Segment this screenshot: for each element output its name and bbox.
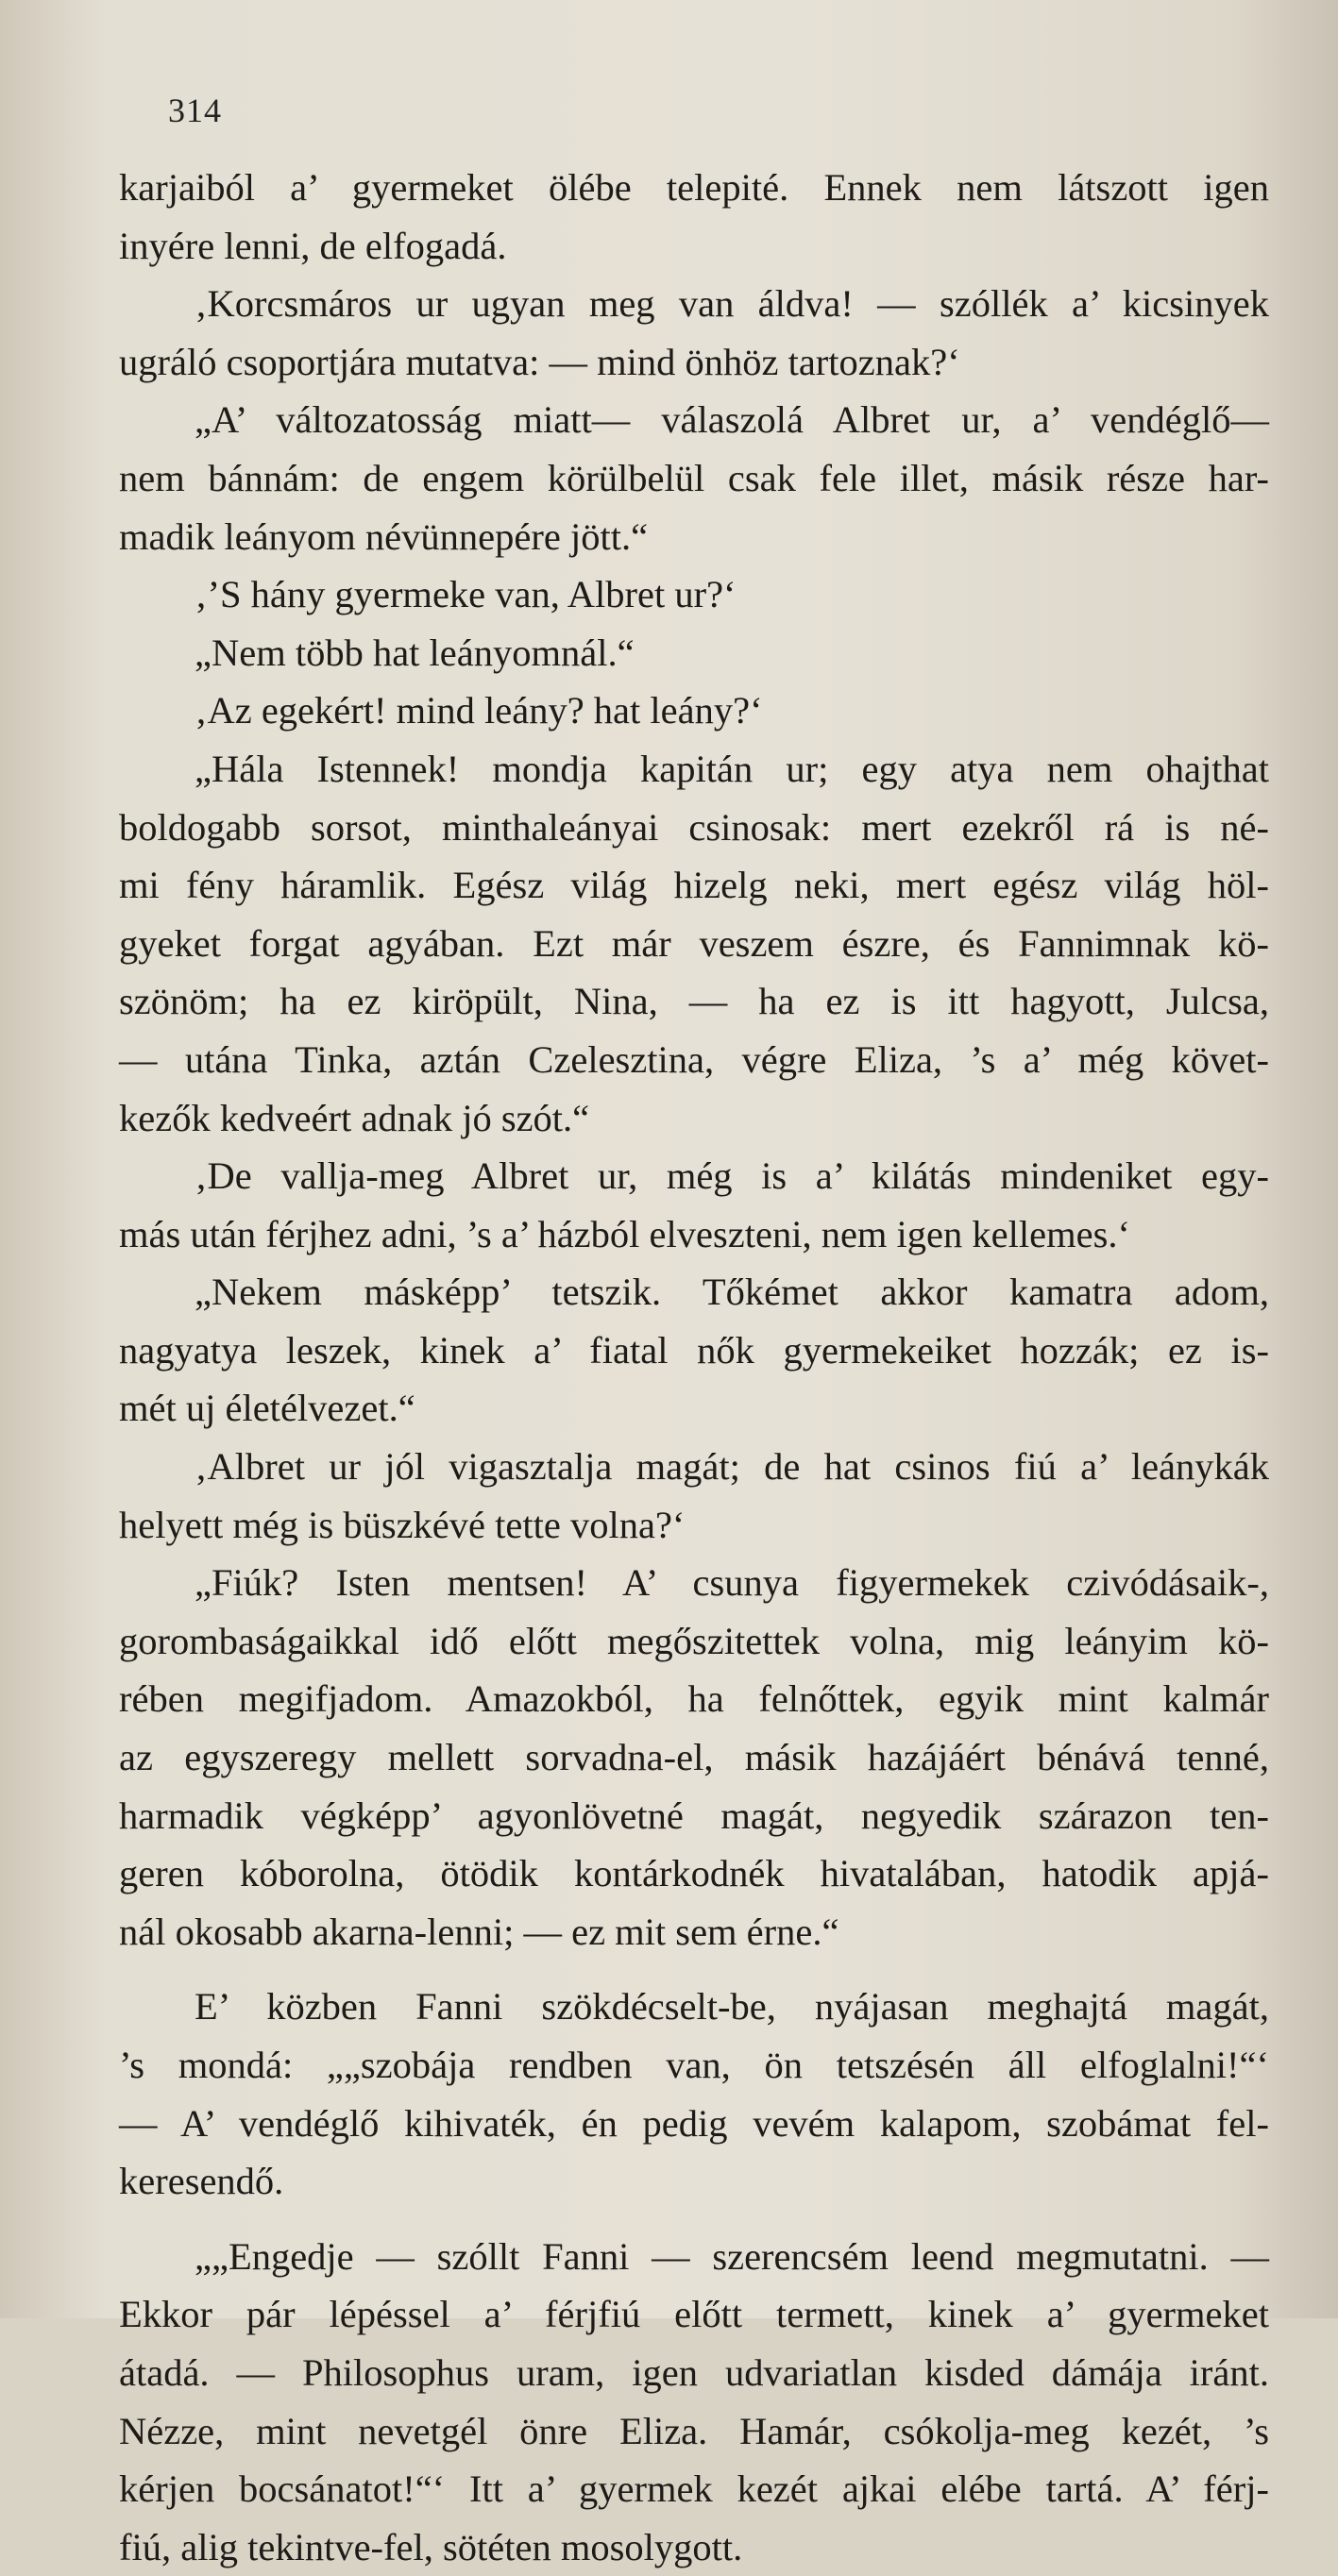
text-line: geren kóborolna, ötödik kontárkodnék hivatalában, hatodik apjá- xyxy=(119,1852,1269,1895)
text-line: kérjen bocsánatot!“‘ Itt a’ gyermek kezét ajkai elébe tartá. A’ férj- xyxy=(119,2467,1269,2511)
text-line: „A’ változatosság miatt— válaszolá Albret ur, a’ vendéglő— xyxy=(195,398,1269,442)
page-number: 314 xyxy=(168,92,222,129)
text-line: nál okosabb akarna-lenni; — ez mit sem érne.“ xyxy=(119,1910,839,1953)
text-line: más után férjhez adni, ’s a’ házból elveszteni, nem igen kellemes.‘ xyxy=(119,1212,1130,1255)
text-line: rében megifjadom. Amazokból, ha felnőttek, egyik mint kalmár xyxy=(119,1677,1269,1721)
text-line: mét uj életélvezet.“ xyxy=(119,1387,415,1430)
text-line: ‚’S hány gyermeke van, Albret ur?‘ xyxy=(195,573,737,616)
text-line: inyére lenni, de elfogadá. xyxy=(119,224,507,267)
text-line: az egyszeregy mellett sorvadna-el, másik hazájáért bénává tenné, xyxy=(119,1736,1269,1779)
text-line: szönöm; ha ez kiröpült, Nina, — ha ez is itt hagyott, Julcsa, xyxy=(119,980,1269,1023)
text-line: ‚De vallja-meg Albret ur, még is a’ kilátás mindeniket egy- xyxy=(195,1154,1269,1198)
text-line: „Nem több hat leányomnál.“ xyxy=(195,631,635,674)
text-line: átadá. — Philosophus uram, igen udvariatlan kisded dámája iránt. xyxy=(119,2350,1269,2394)
text-line: „Fiúk? Isten mentsen! A’ csunya figyermekek czivódásaik-, xyxy=(195,1561,1269,1605)
text-line: „„Engedje — szóllt Fanni — szerencsém leend megmutatni. — xyxy=(195,2234,1269,2278)
text-line: gorombaságaikkal idő előtt megőszitettek volna, mig leányim kö- xyxy=(119,1619,1269,1662)
text-line: kezők kedveért adnak jó szót.“ xyxy=(119,1096,590,1139)
text-line: E’ közben Fanni szökdécselt-be, nyájasan meghajtá magát, xyxy=(195,1985,1269,2029)
text-line: ‚Albret ur jól vigasztalja magát; de hat csinos fiú a’ leánykák xyxy=(195,1445,1269,1489)
text-line: ‚Korcsmáros ur ugyan meg van áldva! — szóllék a’ kicsinyek xyxy=(195,282,1269,326)
text-line: nagyatya leszek, kinek a’ fiatal nők gyermekeiket hozzák; ez is- xyxy=(119,1328,1269,1372)
text-line: mi fény háramlik. Egész világ hizelg neki, mert egész világ höl- xyxy=(119,864,1269,907)
text-line: nem bánnám: de engem körülbelül csak fele illet, másik része har- xyxy=(119,456,1269,499)
text-line: „Hála Istennek! mondja kapitán ur; egy atya nem ohajthat xyxy=(195,747,1269,790)
text-line: fiú, alig tekintve-fel, sötéten mosolygott. xyxy=(119,2525,743,2568)
text-line: harmadik végképp’ agyonlövetné magát, negyedik szárazon ten- xyxy=(119,1793,1269,1837)
text-line: Nézze, mint nevetgél önre Eliza. Hamár, csókolja-meg kezét, ’s xyxy=(119,2409,1269,2452)
text-line: karjaiból a’ gyermeket ölébe telepité. Ennek nem látszott igen xyxy=(119,166,1269,209)
text-line: gyeket forgat agyában. Ezt már veszem észre, és Fannimnak kö- xyxy=(119,921,1269,965)
body-text xyxy=(119,159,1269,2576)
text-line: ’s mondá: „„szobája rendben van, ön tetszésén áll elfoglalni!“‘ xyxy=(119,2044,1269,2086)
text-line: — utána Tinka, aztán Czelesztina, végre Eliza, ’s a’ még követ- xyxy=(119,1037,1269,1081)
text-line: ugráló csoportjára mutatva: — mind önhöz tartoznak?‘ xyxy=(119,340,960,383)
text-line: boldogabb sorsot, minthaleányai csinosak: mert ezekről rá is né- xyxy=(119,805,1269,849)
text-line: madik leányom névünnepére jött.“ xyxy=(119,514,649,558)
text-line: ‚Az egekért! mind leány? hat leány?‘ xyxy=(195,689,763,732)
text-line: keresendő. xyxy=(119,2160,284,2203)
text-line: „Nekem másképp’ tetszik. Tőkémet akkor kamatra adom, xyxy=(195,1271,1269,1314)
text-line: — A’ vendéglő kihivaték, én pedig vevém kalapom, szobámat fel- xyxy=(119,2101,1269,2145)
text-line: helyett még is büszkévé tette volna?‘ xyxy=(119,1503,686,1546)
text-line: Ekkor pár lépéssel a’ férjfiú előtt termett, kinek a’ gyermeket xyxy=(119,2293,1269,2336)
